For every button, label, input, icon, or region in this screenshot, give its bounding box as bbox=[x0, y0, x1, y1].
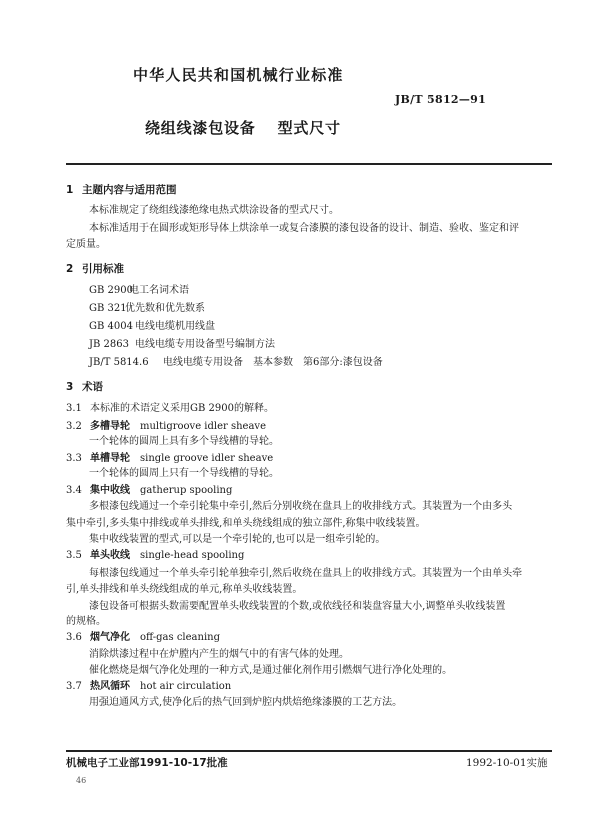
reference-item bbox=[89, 355, 383, 370]
term-3-5-definition-line-3: 漆包设备可根据头数需要配置单头收线装置的个数,或依线径和装盘容量大小,调整单头收线装置 bbox=[89, 601, 506, 612]
term-3-7-definition-line-1: 用强迫通风方式,使净化后的热气回到炉腔内烘焙绝缘漆膜的工艺方法。 bbox=[89, 697, 403, 708]
header-divider bbox=[66, 163, 552, 165]
term-3-4-definition-line-1: 多根漆包线通过一个牵引轮集中牵引,然后分别收绕在盘具上的收排线方式。其装置为一个由多头 bbox=[89, 501, 513, 512]
term-english: multigroove idler sheave bbox=[140, 421, 267, 432]
term-english: gatherup spooling bbox=[140, 485, 233, 496]
section-title: 术语 bbox=[82, 381, 103, 393]
reference-code: JB/T 5814.6 bbox=[89, 357, 149, 368]
section-number: 2 bbox=[66, 263, 74, 275]
term-3-5-definition-line-4: 的规格。 bbox=[66, 616, 106, 627]
effective-date: 1992-10-01实施 bbox=[466, 757, 548, 769]
term-3-7 bbox=[66, 679, 231, 694]
term-3-6 bbox=[66, 630, 220, 645]
standard-number: JB/T 5812—91 bbox=[395, 93, 487, 106]
term-3-4 bbox=[66, 483, 232, 498]
title-sub: 型式尺寸 bbox=[277, 119, 341, 137]
reference-code: JB 2863 bbox=[89, 339, 129, 350]
approval-date: 机械电子工业部1991-10-17批准 bbox=[66, 757, 228, 769]
term-chinese: 集中收线 bbox=[90, 485, 130, 496]
issuing-organization: 中华人民共和国机械行业标准 bbox=[133, 66, 344, 84]
term-number: 3.6 bbox=[66, 632, 82, 643]
reference-name: 优先数和优先数系 bbox=[125, 303, 205, 314]
term-3-6-definition-line-2: 催化燃烧是烟气净化处理的一种方式,是通过催化剂作用引燃烟气进行净化处理的。 bbox=[89, 665, 453, 676]
term-3-3 bbox=[66, 451, 273, 466]
reference-code: GB 2900 bbox=[89, 285, 133, 296]
term-number: 3.2 bbox=[66, 421, 82, 432]
term-3-5-definition-line-1: 每根漆包线通过一个单头牵引轮单独牵引,然后收绕在盘具上的收排线方式。其装置为一个由单头牵 bbox=[89, 568, 523, 579]
term-number: 3.4 bbox=[66, 485, 82, 496]
section-number: 3 bbox=[66, 381, 74, 393]
term-3-1 bbox=[66, 401, 274, 416]
reference-name: 电线电缆专用设备 基本参数 第6部分:漆包设备 bbox=[163, 357, 383, 368]
term-chinese: 多槽导轮 bbox=[90, 421, 130, 432]
term-text: 本标准的术语定义采用GB 2900的解释。 bbox=[90, 403, 274, 414]
term-english: off-gas cleaning bbox=[140, 632, 220, 643]
term-3-2 bbox=[66, 419, 266, 434]
page-number: 46 bbox=[76, 776, 87, 785]
term-english: single groove idler sheave bbox=[140, 453, 274, 464]
term-3-3-definition: 一个轮体的圆周上只有一个导线槽的导轮。 bbox=[89, 468, 279, 479]
section-3-heading bbox=[66, 379, 103, 394]
term-chinese: 单槽导轮 bbox=[90, 453, 130, 464]
section-title: 主题内容与适用范围 bbox=[82, 184, 177, 196]
section-number: 1 bbox=[66, 184, 74, 196]
term-number: 3.1 bbox=[66, 403, 82, 414]
term-chinese: 热风循环 bbox=[90, 681, 130, 692]
term-chinese: 烟气净化 bbox=[90, 632, 130, 643]
section-1-para-2-line-2: 定质量。 bbox=[66, 239, 106, 250]
reference-item bbox=[89, 301, 205, 316]
reference-item bbox=[89, 319, 215, 334]
reference-name: 电线电缆机用线盘 bbox=[135, 321, 215, 332]
term-number: 3.3 bbox=[66, 453, 82, 464]
term-3-5 bbox=[66, 548, 244, 563]
term-3-4-definition-line-3: 集中收线装置的型式,可以是一个牵引轮的,也可以是一组牵引轮的。 bbox=[89, 534, 386, 545]
term-number: 3.7 bbox=[66, 681, 82, 692]
term-number: 3.5 bbox=[66, 550, 82, 561]
section-1-heading bbox=[66, 182, 177, 197]
term-3-2-definition: 一个轮体的圆周上具有多个导线槽的导轮。 bbox=[89, 436, 279, 447]
term-chinese: 单头收线 bbox=[90, 550, 130, 561]
reference-code: GB 321 bbox=[89, 303, 127, 314]
term-english: single-head spooling bbox=[140, 550, 245, 561]
document-title bbox=[145, 117, 341, 138]
term-3-5-definition-line-2: 引,单头排线和单头绕线组成的单元,称单头收线装置。 bbox=[66, 584, 303, 595]
reference-item bbox=[89, 337, 275, 352]
reference-name: 电工名词术语 bbox=[129, 285, 189, 296]
section-1-para-2-line-1: 本标准适用于在圆形或矩形导体上烘涂单一或复合漆膜的漆包设备的设计、制造、验收、鉴定和评 bbox=[89, 223, 519, 234]
section-2-heading bbox=[66, 261, 124, 276]
title-main: 绕组线漆包设备 bbox=[145, 119, 256, 137]
reference-item bbox=[89, 283, 189, 298]
section-title: 引用标准 bbox=[82, 263, 124, 275]
footer-divider bbox=[66, 750, 552, 752]
term-3-4-definition-line-2: 集中牵引,多头集中排线或单头排线,和单头绕线组成的独立部件,称集中收线装置。 bbox=[66, 518, 426, 529]
section-1-para-1: 本标准规定了绕组线漆绝缘电热式烘涂设备的型式尺寸。 bbox=[89, 205, 339, 216]
term-english: hot air circulation bbox=[140, 681, 232, 692]
term-3-6-definition-line-1: 消除烘漆过程中在炉膛内产生的烟气中的有害气体的处理。 bbox=[89, 649, 349, 660]
reference-name: 电线电缆专用设备型号编制方法 bbox=[135, 339, 275, 350]
reference-code: GB 4004 bbox=[89, 321, 133, 332]
